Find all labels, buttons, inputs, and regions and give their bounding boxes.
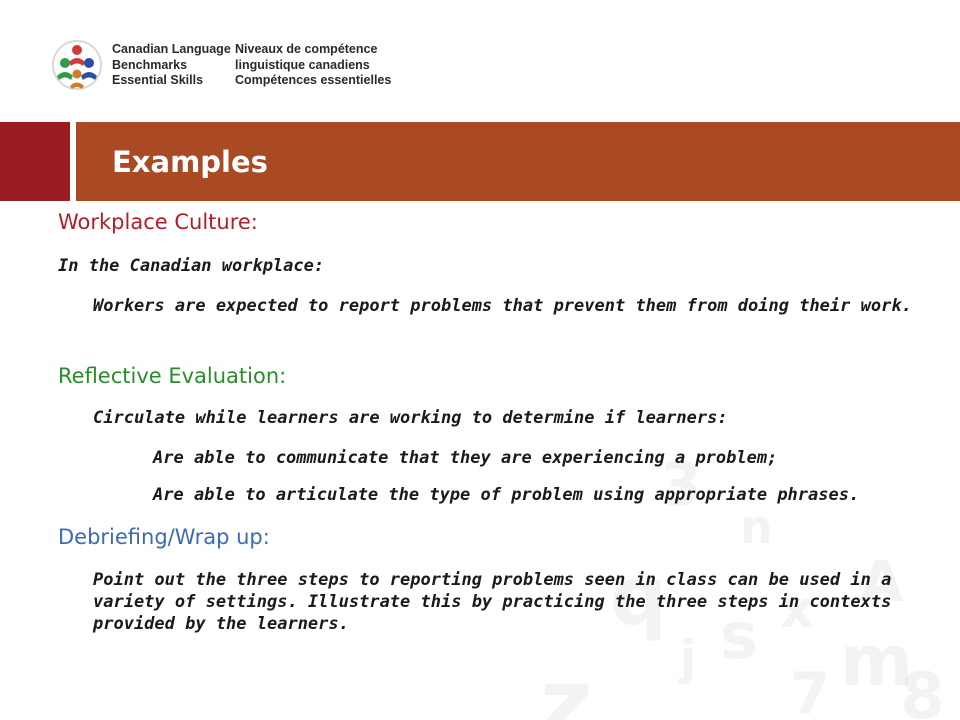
heading-workplace-culture: Workplace Culture: (58, 210, 258, 234)
culture-point: Workers are expected to report problems that prevent them from doing their work. (93, 296, 912, 316)
logo-fr-line-3: Compétences essentielles (235, 73, 392, 87)
culture-intro: In the Canadian workplace: (58, 256, 325, 276)
logo-text-french (235, 42, 391, 89)
evaluation-point: Circulate while learners are working to determine if learners: (93, 408, 728, 428)
banner-accent-block (0, 122, 70, 201)
logo-fr-line-2: linguistique canadiens (235, 57, 370, 72)
logo-fr-line-1: Niveaux de compétence (235, 42, 378, 56)
logo-en-line-3: Essential Skills (112, 73, 204, 87)
logo-en-line-1: Canadian Language (112, 42, 231, 56)
logo-text-english (112, 42, 231, 89)
heading-reflective-evaluation: Reflective Evaluation: (58, 364, 287, 388)
logo-en-line-2: Benchmarks (112, 57, 188, 72)
evaluation-subpoint-1: Are able to communicate that they are experiencing a problem; (153, 448, 778, 468)
heading-debriefing: Debriefing/Wrap up: (58, 525, 270, 549)
slide-title: Examples (112, 145, 268, 179)
cclb-logo (50, 38, 390, 94)
debrief-point: Point out the three steps to reporting problems seen in class can be used in a variety of settings. Illustrate this by practicing the three steps in contexts provided by the learners. (93, 570, 892, 634)
evaluation-subpoint-2: Are able to articulate the type of problem using appropriate phrases. (153, 485, 860, 505)
background-watermark-glyphs (480, 300, 960, 720)
people-circle-logo-icon (50, 38, 104, 92)
